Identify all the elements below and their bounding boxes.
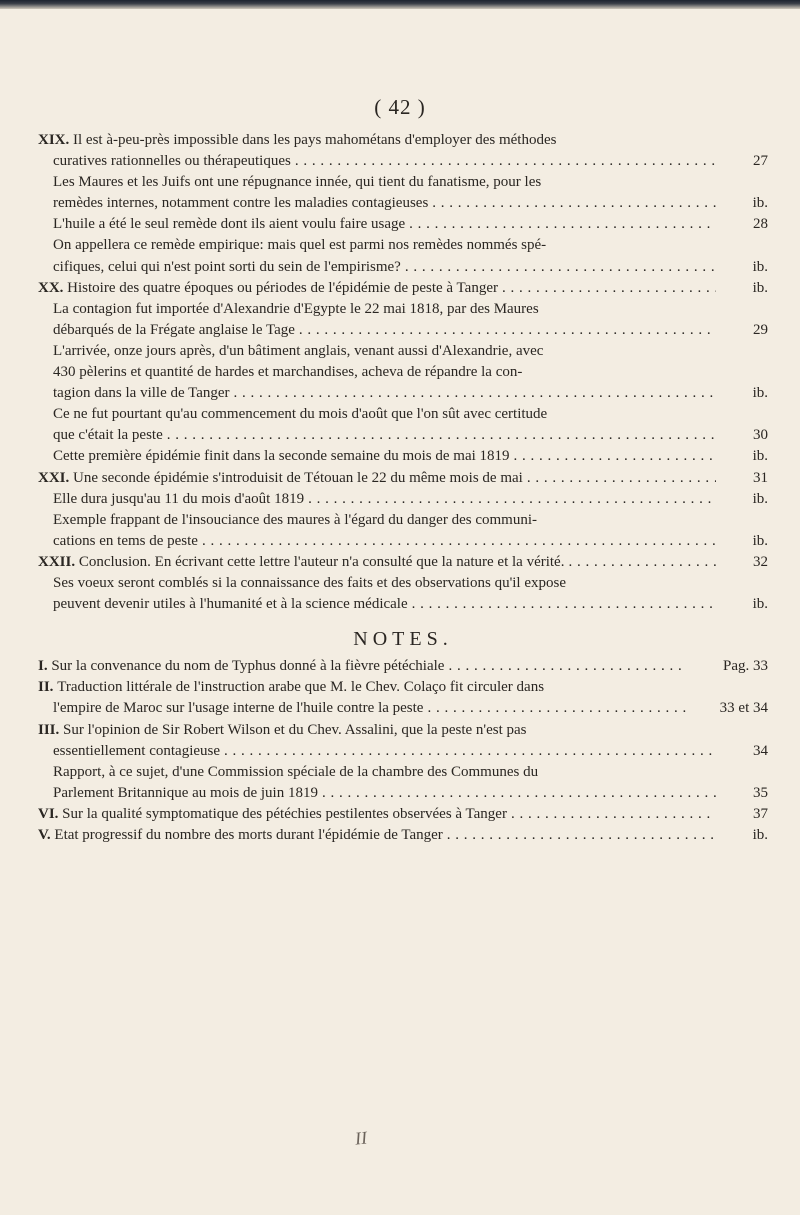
dot-leader: [308, 489, 716, 510]
notes-line: [38, 783, 768, 804]
table-of-contents: [38, 130, 768, 846]
dot-leader: [447, 825, 716, 846]
toc-line: [38, 531, 768, 552]
dot-leader: [295, 151, 716, 172]
entry-text: l'empire de Maroc sur l'usage interne de l'huile contre la peste: [53, 700, 424, 717]
dot-leader: [224, 741, 716, 762]
dot-leader: [299, 320, 716, 341]
entry-text: La contagion fut importée d'Alexandrie d'Egypte le 22 mai 1818, par des Maures: [53, 300, 539, 317]
entry-text: Ses voeux seront comblés si la connaissance des faits et des observations qu'il expose: [53, 574, 567, 591]
entry-text: Parlement Britannique au mois de juin 1819: [53, 784, 318, 801]
entry-text: Sur l'opinion de Sir Robert Wilson et du Chev. Assalini, que la peste n'est pas: [63, 721, 527, 738]
dot-leader: [502, 278, 716, 299]
page-ref: 31: [753, 469, 768, 486]
notes-line: [38, 741, 768, 762]
page-ref: 30: [753, 427, 768, 444]
entry-text: Rapport, à ce sujet, d'une Commission spéciale de la chambre des Communes du: [53, 763, 539, 780]
handwritten-folio-mark: II: [353, 1127, 368, 1149]
dot-leader: [167, 425, 716, 446]
page-ref: Pag. 33: [723, 658, 768, 675]
page-ref: ib.: [752, 195, 768, 212]
notes-line: [38, 677, 768, 698]
toc-list: [38, 130, 768, 615]
page-ref: ib.: [752, 279, 768, 296]
entry-text: curatives rationnelles ou thérapeutiques: [53, 153, 291, 170]
toc-line: [38, 425, 768, 446]
page-ref: 28: [753, 216, 768, 233]
dot-leader: [427, 698, 686, 719]
entry-text: On appellera ce remède empirique: mais quel est parmi nos remèdes nommés spé-: [53, 237, 547, 254]
entry-text: Les Maures et les Juifs ont une répugnance innée, qui tient du fanatisme, pour les: [53, 174, 542, 191]
notes-line: [38, 762, 768, 783]
dot-leader: [202, 531, 716, 552]
entry-text: L'arrivée, onze jours après, d'un bâtiment anglais, venant aussi d'Alexandrie, avec: [53, 342, 544, 359]
dot-leader: [234, 383, 716, 404]
entry-number: XXI.: [38, 469, 70, 486]
notes-line: [38, 656, 768, 677]
toc-line: [38, 489, 768, 510]
entry-text: Il est à-peu-près impossible dans les pays mahométans d'employer des méthodes: [73, 132, 557, 148]
page-ref: ib.: [752, 532, 768, 549]
notes-line: [38, 804, 768, 825]
entry-number: V.: [38, 827, 51, 843]
toc-line: [38, 404, 768, 425]
entry-text: Sur la convenance du nom de Typhus donné à la fièvre pétéchiale: [51, 658, 445, 675]
dot-leader: [432, 193, 716, 214]
toc-line: [38, 193, 768, 214]
dot-leader: [412, 594, 716, 615]
dot-leader: [514, 446, 716, 467]
toc-line: [38, 235, 768, 256]
toc-line: [38, 468, 768, 489]
page-ref: ib.: [752, 596, 768, 613]
entry-text: 430 pèlerins et quantité de hardes et marchandises, acheva de répandre la con-: [53, 364, 523, 381]
toc-line: [38, 362, 768, 383]
entry-text: tagion dans la ville de Tanger: [53, 385, 230, 402]
page-ref: 37: [753, 805, 768, 822]
dot-leader: [409, 214, 716, 235]
entry-text: Etat progressif du nombre des morts durant l'épidémie de Tanger: [54, 827, 443, 843]
toc-line: [38, 130, 768, 151]
dot-leader: [527, 468, 716, 489]
toc-line: [38, 594, 768, 615]
page-ref: 27: [753, 153, 768, 170]
toc-line: [38, 278, 768, 299]
entry-text: Cette première épidémie finit dans la seconde semaine du mois de mai 1819: [53, 448, 510, 465]
toc-line: [38, 151, 768, 172]
entry-number: II.: [38, 679, 54, 696]
toc-line: [38, 214, 768, 235]
notes-line: [38, 720, 768, 741]
notes-line: [38, 698, 768, 719]
entry-text: peuvent devenir utiles à l'humanité et à la science médicale: [53, 596, 408, 613]
entry-text: remèdes internes, notamment contre les maladies contagieuses: [53, 195, 429, 212]
dot-leader: [511, 804, 716, 825]
entry-number: VI.: [38, 805, 59, 822]
page-ref: 34: [753, 742, 768, 759]
dot-leader: [448, 656, 686, 677]
toc-line: [38, 446, 768, 467]
entry-text: Ce ne fut pourtant qu'au commencement du mois d'août que l'on sût avec certitude: [53, 406, 548, 423]
dot-leader: [568, 552, 716, 573]
entry-text: que c'était la peste: [53, 427, 163, 444]
entry-text: essentiellement contagieuse: [53, 742, 221, 759]
toc-line: [38, 257, 768, 278]
notes-heading: NOTES.: [353, 628, 453, 651]
toc-line: [38, 341, 768, 362]
toc-line: [38, 552, 768, 573]
page-ref: ib.: [752, 385, 768, 402]
page-ref: 35: [753, 784, 768, 801]
entry-text: Exemple frappant de l'insouciance des maures à l'égard du danger des communi-: [53, 511, 537, 528]
page-ref: 32: [753, 553, 768, 570]
entry-text: débarqués de la Frégate anglaise le Tage: [53, 321, 295, 338]
entry-text: Traduction littérale de l'instruction arabe que M. le Chev. Colaço fit circuler dans: [57, 679, 545, 696]
toc-line: [38, 299, 768, 320]
entry-text: Une seconde épidémie s'introduisit de Tétouan le 22 du même mois de mai: [73, 469, 523, 486]
entry-text: Histoire des quatre époques ou périodes de l'épidémie de peste à Tanger: [67, 279, 498, 296]
toc-line: [38, 172, 768, 193]
dot-leader: [405, 257, 716, 278]
toc-line: [38, 510, 768, 531]
entry-number: XXII.: [38, 553, 76, 570]
entry-text: Elle dura jusqu'au 11 du mois d'août 1819: [53, 490, 305, 507]
toc-line: [38, 383, 768, 404]
entry-number: XX.: [38, 279, 64, 296]
entry-text: cifiques, celui qui n'est point sorti du sein de l'empirisme?: [53, 258, 401, 275]
entry-number: I.: [38, 658, 48, 675]
page-ref: 33 et 34: [719, 700, 768, 717]
notes-list: [38, 656, 768, 846]
entry-text: L'huile a été le seul remède dont ils aient voulu faire usage: [53, 216, 406, 233]
entry-text: Conclusion. En écrivant cette lettre l'auteur n'a consulté que la nature et la vérité.: [78, 553, 565, 570]
notes-line: [38, 825, 768, 846]
dot-leader: [322, 783, 716, 804]
entry-number: III.: [38, 721, 60, 738]
entry-text: Sur la qualité symptomatique des pétéchies pestilentes observées à Tanger: [62, 805, 507, 822]
page-ref: 29: [753, 321, 768, 338]
page-ref: ib.: [752, 490, 768, 507]
entry-number: XIX.: [38, 132, 70, 148]
page-ref: ib.: [752, 258, 768, 275]
toc-line: [38, 573, 768, 594]
toc-line: [38, 320, 768, 341]
scan-edge: [0, 0, 800, 9]
page-ref: ib.: [752, 827, 768, 843]
entry-text: cations en tems de peste: [53, 532, 198, 549]
page-number: ( 42 ): [374, 95, 426, 119]
page-ref: ib.: [752, 448, 768, 465]
